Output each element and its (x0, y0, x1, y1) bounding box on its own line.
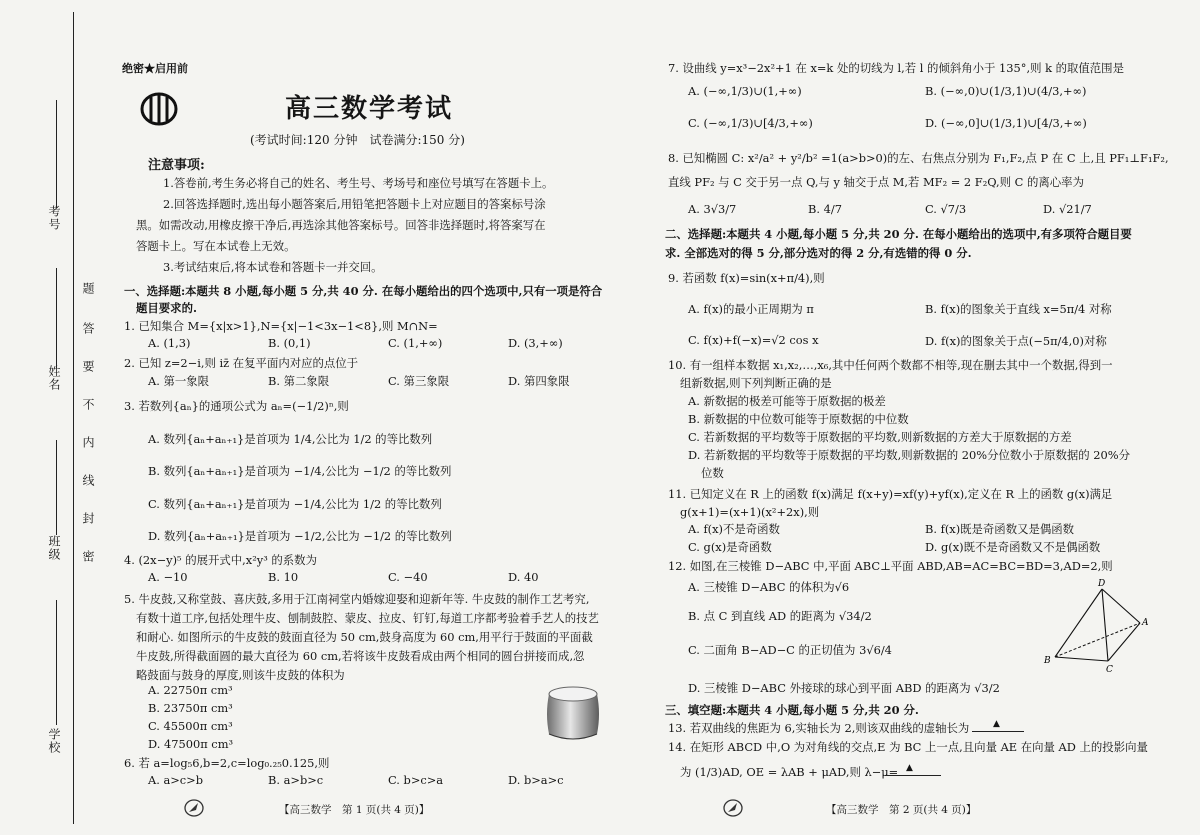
q8-option: D. √21/7 (1043, 202, 1092, 216)
q4-option: C. −40 (388, 570, 428, 584)
seal-line (73, 12, 74, 824)
q2-option: B. 第二象限 (268, 374, 330, 388)
q6-option: B. a>b>c (268, 773, 324, 787)
q8-stem-cont: 直线 PF₂ 与 C 交于另一点 Q,与 y 轴交于点 M,若 MF₂ = 2 F₂Q,则 C 的离心率为 (668, 175, 1084, 189)
q7-option: C. (−∞,1/3)∪[4/3,+∞) (688, 116, 813, 130)
q2-option: A. 第一象限 (148, 374, 210, 388)
q13-blank (972, 731, 1024, 732)
school-label: 学校 (47, 728, 61, 754)
q12-stem: 12. 如图,在三棱锥 D−ABC 中,平面 ABC⊥平面 ABD,AB=AC=BC=BD=3,AD=2,则 (668, 559, 1113, 573)
section1-heading-cont: 题目要求的. (136, 301, 197, 315)
q3-option: C. 数列{aₙ+aₙ₊₁}是首项为 −1/4,公比为 1/2 的等比数列 (148, 497, 442, 511)
q8-option: A. 3√3/7 (688, 202, 737, 216)
q8-option: C. √7/3 (925, 202, 967, 216)
q11-option: B. f(x)既是奇函数又是偶函数 (925, 522, 1075, 536)
q10-option: C. 若新数据的平均数等于原数据的平均数,则新数据的方差大于原数据的方差 (688, 430, 1072, 444)
q11-stem: 11. 已知定义在 R 上的函数 f(x)满足 f(x+y)=xf(y)+yf(x),定义在 R 上的函数 g(x)满足 (668, 487, 1113, 501)
exam-no-label: 考号 (47, 205, 61, 231)
section2-heading: 二、选择题:本题共 4 小题,每小题 5 分,共 20 分. 在每小题给出的选项中,有多项符合题目要 (665, 227, 1132, 241)
pyramid-figure (1040, 575, 1155, 675)
q13-stem: 13. 若双曲线的焦距为 6,实轴长为 2,则该双曲线的虚轴长为 (668, 721, 970, 735)
q3-option: D. 数列{aₙ+aₙ₊₁}是首项为 −1/2,公比为 −1/2 的等比数列 (148, 529, 452, 543)
q12-option: B. 点 C 到直线 AD 的距离为 √34/2 (688, 609, 872, 623)
q5-option: D. 47500π cm³ (148, 737, 234, 751)
q4-stem: 4. (2x−y)⁵ 的展开式中,x²y³ 的系数为 (124, 553, 317, 567)
vertex-label: D (1098, 579, 1106, 589)
q9-stem: 9. 若函数 f(x)=sin(x+π/4),则 (668, 271, 825, 285)
q10-option: D. 若新数据的平均数等于原数据的平均数,则新数据的 20%分位数小于原数据的 20%分 (688, 448, 1130, 462)
q2-option: C. 第三象限 (388, 374, 450, 388)
vertex-label: A (1142, 618, 1149, 628)
q10-option: A. 新数据的极差可能等于原数据的极差 (688, 394, 886, 408)
q1-option: D. (3,+∞) (508, 336, 563, 350)
q14-stem: 14. 在矩形 ABCD 中,O 为对角线的交点,E 为 BC 上一点,且向量 AE 在向量 AD 上的投影向量 (668, 740, 1148, 754)
seal-char: 密 (81, 550, 95, 563)
seal-char: 内 (81, 436, 95, 449)
q11-option: A. f(x)不是奇函数 (688, 522, 780, 536)
q1-option: A. (1,3) (148, 336, 191, 350)
exam-subtitle: (考试时间:120 分钟 试卷满分:150 分) (250, 133, 465, 147)
q6-stem: 6. 若 a=log₅6,b=2,c=log₀.₂₅0.125,则 (124, 756, 330, 770)
q7-stem: 7. 设曲线 y=x³−2x²+1 在 x=k 处的切线为 l,若 l 的倾斜角小于 135°,则 k 的取值范围是 (668, 61, 1124, 75)
blank-triangle-icon: ▲ (906, 763, 913, 773)
blank-triangle-icon: ▲ (993, 719, 1000, 729)
q5-option: A. 22750π cm³ (148, 683, 233, 697)
q3-stem: 3. 若数列{aₙ}的通项公式为 aₙ=(−1/2)ⁿ,则 (124, 399, 349, 413)
vertex-label: C (1106, 665, 1113, 675)
q5-option: B. 23750π cm³ (148, 701, 233, 715)
seal-char: 不 (81, 398, 95, 411)
binding-margin (30, 0, 90, 835)
q9-option: A. f(x)的最小正周期为 π (688, 302, 814, 316)
q6-option: A. a>c>b (148, 773, 204, 787)
q12-option: A. 三棱锥 D−ABC 的体积为√6 (688, 580, 850, 594)
seal-char: 要 (81, 360, 95, 373)
class-label: 班级 (47, 535, 61, 561)
name-line (56, 268, 57, 368)
q11-option: D. g(x)既不是奇函数又不是偶函数 (925, 540, 1101, 554)
seal-char: 题 (81, 282, 95, 295)
q10-stem-cont: 组新数据,则下列判断正确的是 (680, 376, 832, 390)
note-line: 黑。如需改动,用橡皮擦干净后,再选涂其他答案标号。回答非选择题时,将答案写在 (136, 218, 546, 232)
footer-right: 【高三数学 第 2 页(共 4 页)】 (826, 804, 977, 816)
q12-option: D. 三棱锥 D−ABC 外接球的球心到平面 ABD 的距离为 √3/2 (688, 681, 1000, 695)
q7-option: B. (−∞,0)∪(1/3,1)∪(4/3,+∞) (925, 84, 1087, 98)
q3-option: B. 数列{aₙ+aₙ₊₁}是首项为 −1/4,公比为 −1/2 的等比数列 (148, 464, 452, 478)
q1-option: C. (1,+∞) (388, 336, 443, 350)
section3-heading: 三、填空题:本题共 4 小题,每小题 5 分,共 20 分. (665, 703, 919, 717)
notes-heading: 注意事项: (148, 158, 205, 173)
note-line: 2.回答选择题时,选出每小题答案后,用铅笔把答题卡上对应题目的答案标号涂 (163, 197, 546, 211)
note-line: 1.答卷前,考生务必将自己的姓名、考生号、考场号和座位号填写在答题卡上。 (163, 176, 554, 190)
class-line (56, 440, 57, 535)
q3-option: A. 数列{aₙ+aₙ₊₁}是首项为 1/4,公比为 1/2 的等比数列 (148, 432, 433, 446)
q9-option: C. f(x)+f(−x)=√2 cos x (688, 333, 819, 347)
q5-option: C. 45500π cm³ (148, 719, 233, 733)
vertex-label: B (1044, 656, 1051, 666)
seal-char: 线 (81, 474, 95, 487)
school-line (56, 600, 57, 725)
q4-option: D. 40 (508, 570, 539, 584)
q10-option-cont: 位数 (701, 466, 724, 480)
exam-no-line (56, 100, 57, 208)
q1-stem: 1. 已知集合 M={x|x>1},N={x|−1<3x−1<8},则 M∩N= (124, 319, 438, 333)
section2-heading-cont: 求. 全部选对的得 5 分,部分选对的得 2 分,有选错的得 0 分. (665, 246, 972, 260)
q10-stem: 10. 有一组样本数据 x₁,x₂,…,x₆,其中任何两个数都不相等,现在删去其中一个数据,得到一 (668, 358, 1113, 372)
q5-line: 略鼓面与鼓身的厚度,则该牛皮鼓的体积为 (136, 668, 345, 682)
q5-line: 5. 牛皮鼓,又称堂鼓、喜庆鼓,多用于江南祠堂内婚嫁迎娶和迎新年等. 牛皮鼓的制作工艺考究, (124, 592, 590, 606)
q8-stem: 8. 已知椭圆 C: x²/a² + y²/b² =1(a>b>0)的左、右焦点分别为 F₁,F₂,点 P 在 C 上,且 PF₁⊥F₁F₂, (668, 151, 1169, 165)
q8-option: B. 4/7 (808, 202, 842, 216)
q2-stem: 2. 已知 z=2−i,则 iz̄ 在复平面内对应的点位于 (124, 356, 359, 370)
note-line: 3.考试结束后,将本试卷和答题卡一并交回。 (163, 260, 383, 274)
note-line: 答题卡上。写在本试卷上无效。 (136, 239, 296, 253)
q14-blank (885, 775, 941, 776)
q5-line: 牛皮鼓,所得截面圆的最大直径为 60 cm,若将该牛皮鼓看成由两个相同的圆台拼接而成,忽 (136, 649, 585, 663)
q4-option: B. 10 (268, 570, 299, 584)
rocket-icon (183, 798, 205, 818)
q14-stem-cont: 为 (1/3)AD, OE = λAB + μAD,则 λ−μ= (680, 765, 899, 779)
q7-option: A. (−∞,1/3)∪(1,+∞) (688, 84, 802, 98)
q6-option: D. b>a>c (508, 773, 564, 787)
q11-option: C. g(x)是奇函数 (688, 540, 772, 554)
q2-option: D. 第四象限 (508, 374, 570, 388)
name-label: 姓名 (47, 365, 61, 391)
q1-option: B. (0,1) (268, 336, 311, 350)
rocket-icon (722, 798, 744, 818)
drum-figure (543, 682, 603, 746)
q7-option: D. (−∞,0]∪(1/3,1)∪[4/3,+∞) (925, 116, 1087, 130)
q12-option: C. 二面角 B−AD−C 的正切值为 3√6/4 (688, 643, 892, 657)
q11-stem-cont: g(x+1)=(x+1)(x²+2x),则 (680, 505, 820, 519)
exam-title: 高三数学考试 (285, 94, 454, 124)
q9-option: B. f(x)的图象关于直线 x=5π/4 对称 (925, 302, 1112, 316)
publisher-logo-icon (140, 92, 178, 126)
seal-char: 封 (81, 512, 95, 525)
footer-left: 【高三数学 第 1 页(共 4 页)】 (279, 804, 430, 816)
q4-option: A. −10 (148, 570, 188, 584)
q10-option: B. 新数据的中位数可能等于原数据的中位数 (688, 412, 909, 426)
q5-line: 和耐心. 如图所示的牛皮鼓的鼓面直径为 50 cm,鼓身高度为 60 cm,用平行于鼓面的平面截 (136, 630, 593, 644)
seal-char: 答 (81, 322, 95, 335)
q5-line: 有数十道工序,包括处理牛皮、刨制鼓腔、蒙皮、拉皮、钉钉,每道工序都考验着手艺人的技艺 (136, 611, 599, 625)
q9-option: D. f(x)的图象关于点(−5π/4,0)对称 (925, 334, 1107, 348)
section1-heading: 一、选择题:本题共 8 小题,每小题 5 分,共 40 分. 在每小题给出的四个选项中,只有一项是符合 (124, 284, 603, 298)
q6-option: C. b>c>a (388, 773, 444, 787)
secret-label: 绝密★启用前 (122, 62, 188, 75)
